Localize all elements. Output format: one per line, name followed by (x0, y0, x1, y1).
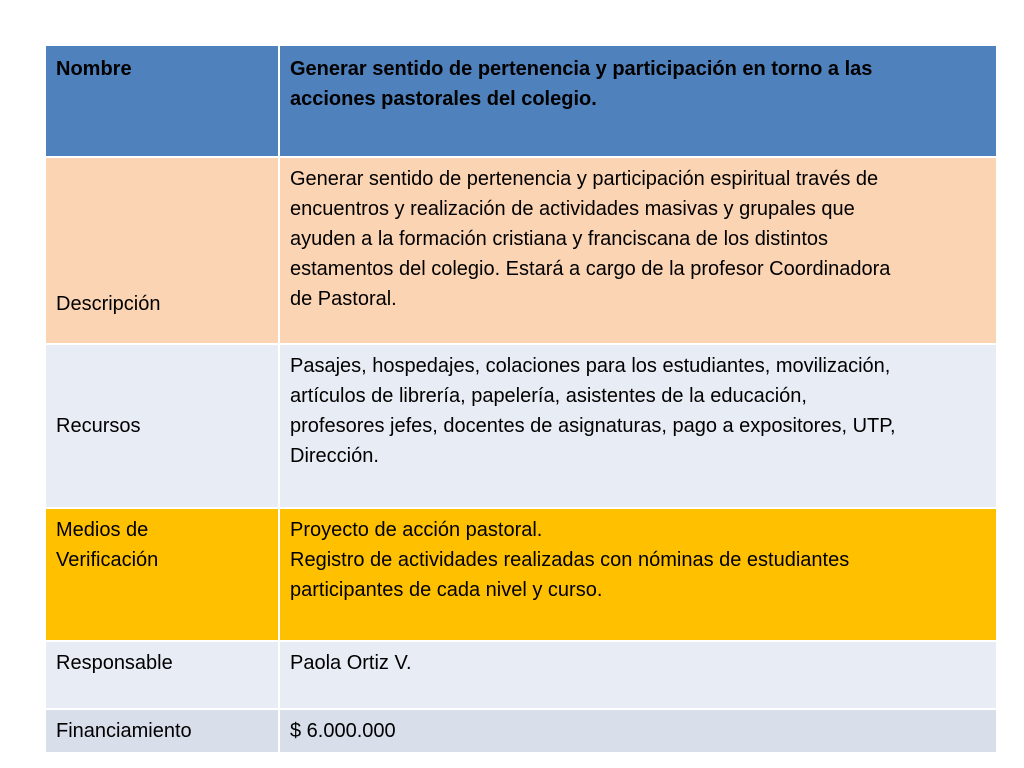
value-line: encuentros y realización de actividades masivas y grupales que (290, 198, 855, 220)
value-line: Dirección. (290, 445, 379, 467)
table-row-recursos (45, 344, 997, 508)
row-value (279, 508, 997, 641)
table-row-descripcion (45, 157, 997, 344)
value-line: Generar sentido de pertenencia y participación espiritual través de (290, 168, 879, 190)
value-line: participantes de cada nivel y curso. (290, 579, 603, 601)
value-line: Registro de actividades realizadas con nóminas de estudiantes (290, 549, 850, 571)
value-line: estamentos del colegio. Estará a cargo de la profesor Coordinadora (290, 258, 891, 280)
value-line: profesores jefes, docentes de asignaturas, pago a expositores, UTP, (290, 415, 896, 437)
value-line: artículos de librería, papelería, asistentes de la educación, (290, 385, 807, 407)
label-line: Medios de (56, 519, 149, 541)
row-value: $ 6.000.000 (279, 709, 997, 753)
table-row-financiamiento (45, 709, 997, 753)
value-line: ayuden a la formación cristiana y franciscana de los distintos (290, 228, 829, 250)
row-label: Recursos (45, 344, 279, 508)
value-line: acciones pastorales del colegio. (290, 88, 597, 110)
table-row-nombre (45, 45, 997, 157)
value-line: Generar sentido de pertenencia y participación en torno a las (290, 58, 873, 80)
row-value (279, 45, 997, 157)
row-label: Responsable (45, 641, 279, 709)
row-label (45, 508, 279, 641)
table-row-medios-verificacion (45, 508, 997, 641)
row-value (279, 157, 997, 344)
value-line: Proyecto de acción pastoral. (290, 519, 543, 541)
project-info-table (44, 44, 998, 754)
label-line: Verificación (56, 549, 159, 571)
row-value: Paola Ortiz V. (279, 641, 997, 709)
row-label: Descripción (45, 157, 279, 344)
table-row-responsable (45, 641, 997, 709)
row-value (279, 344, 997, 508)
value-line: Pasajes, hospedajes, colaciones para los estudiantes, movilización, (290, 355, 891, 377)
value-line: de Pastoral. (290, 288, 397, 310)
row-label: Financiamiento (45, 709, 279, 753)
row-label: Nombre (45, 45, 279, 157)
